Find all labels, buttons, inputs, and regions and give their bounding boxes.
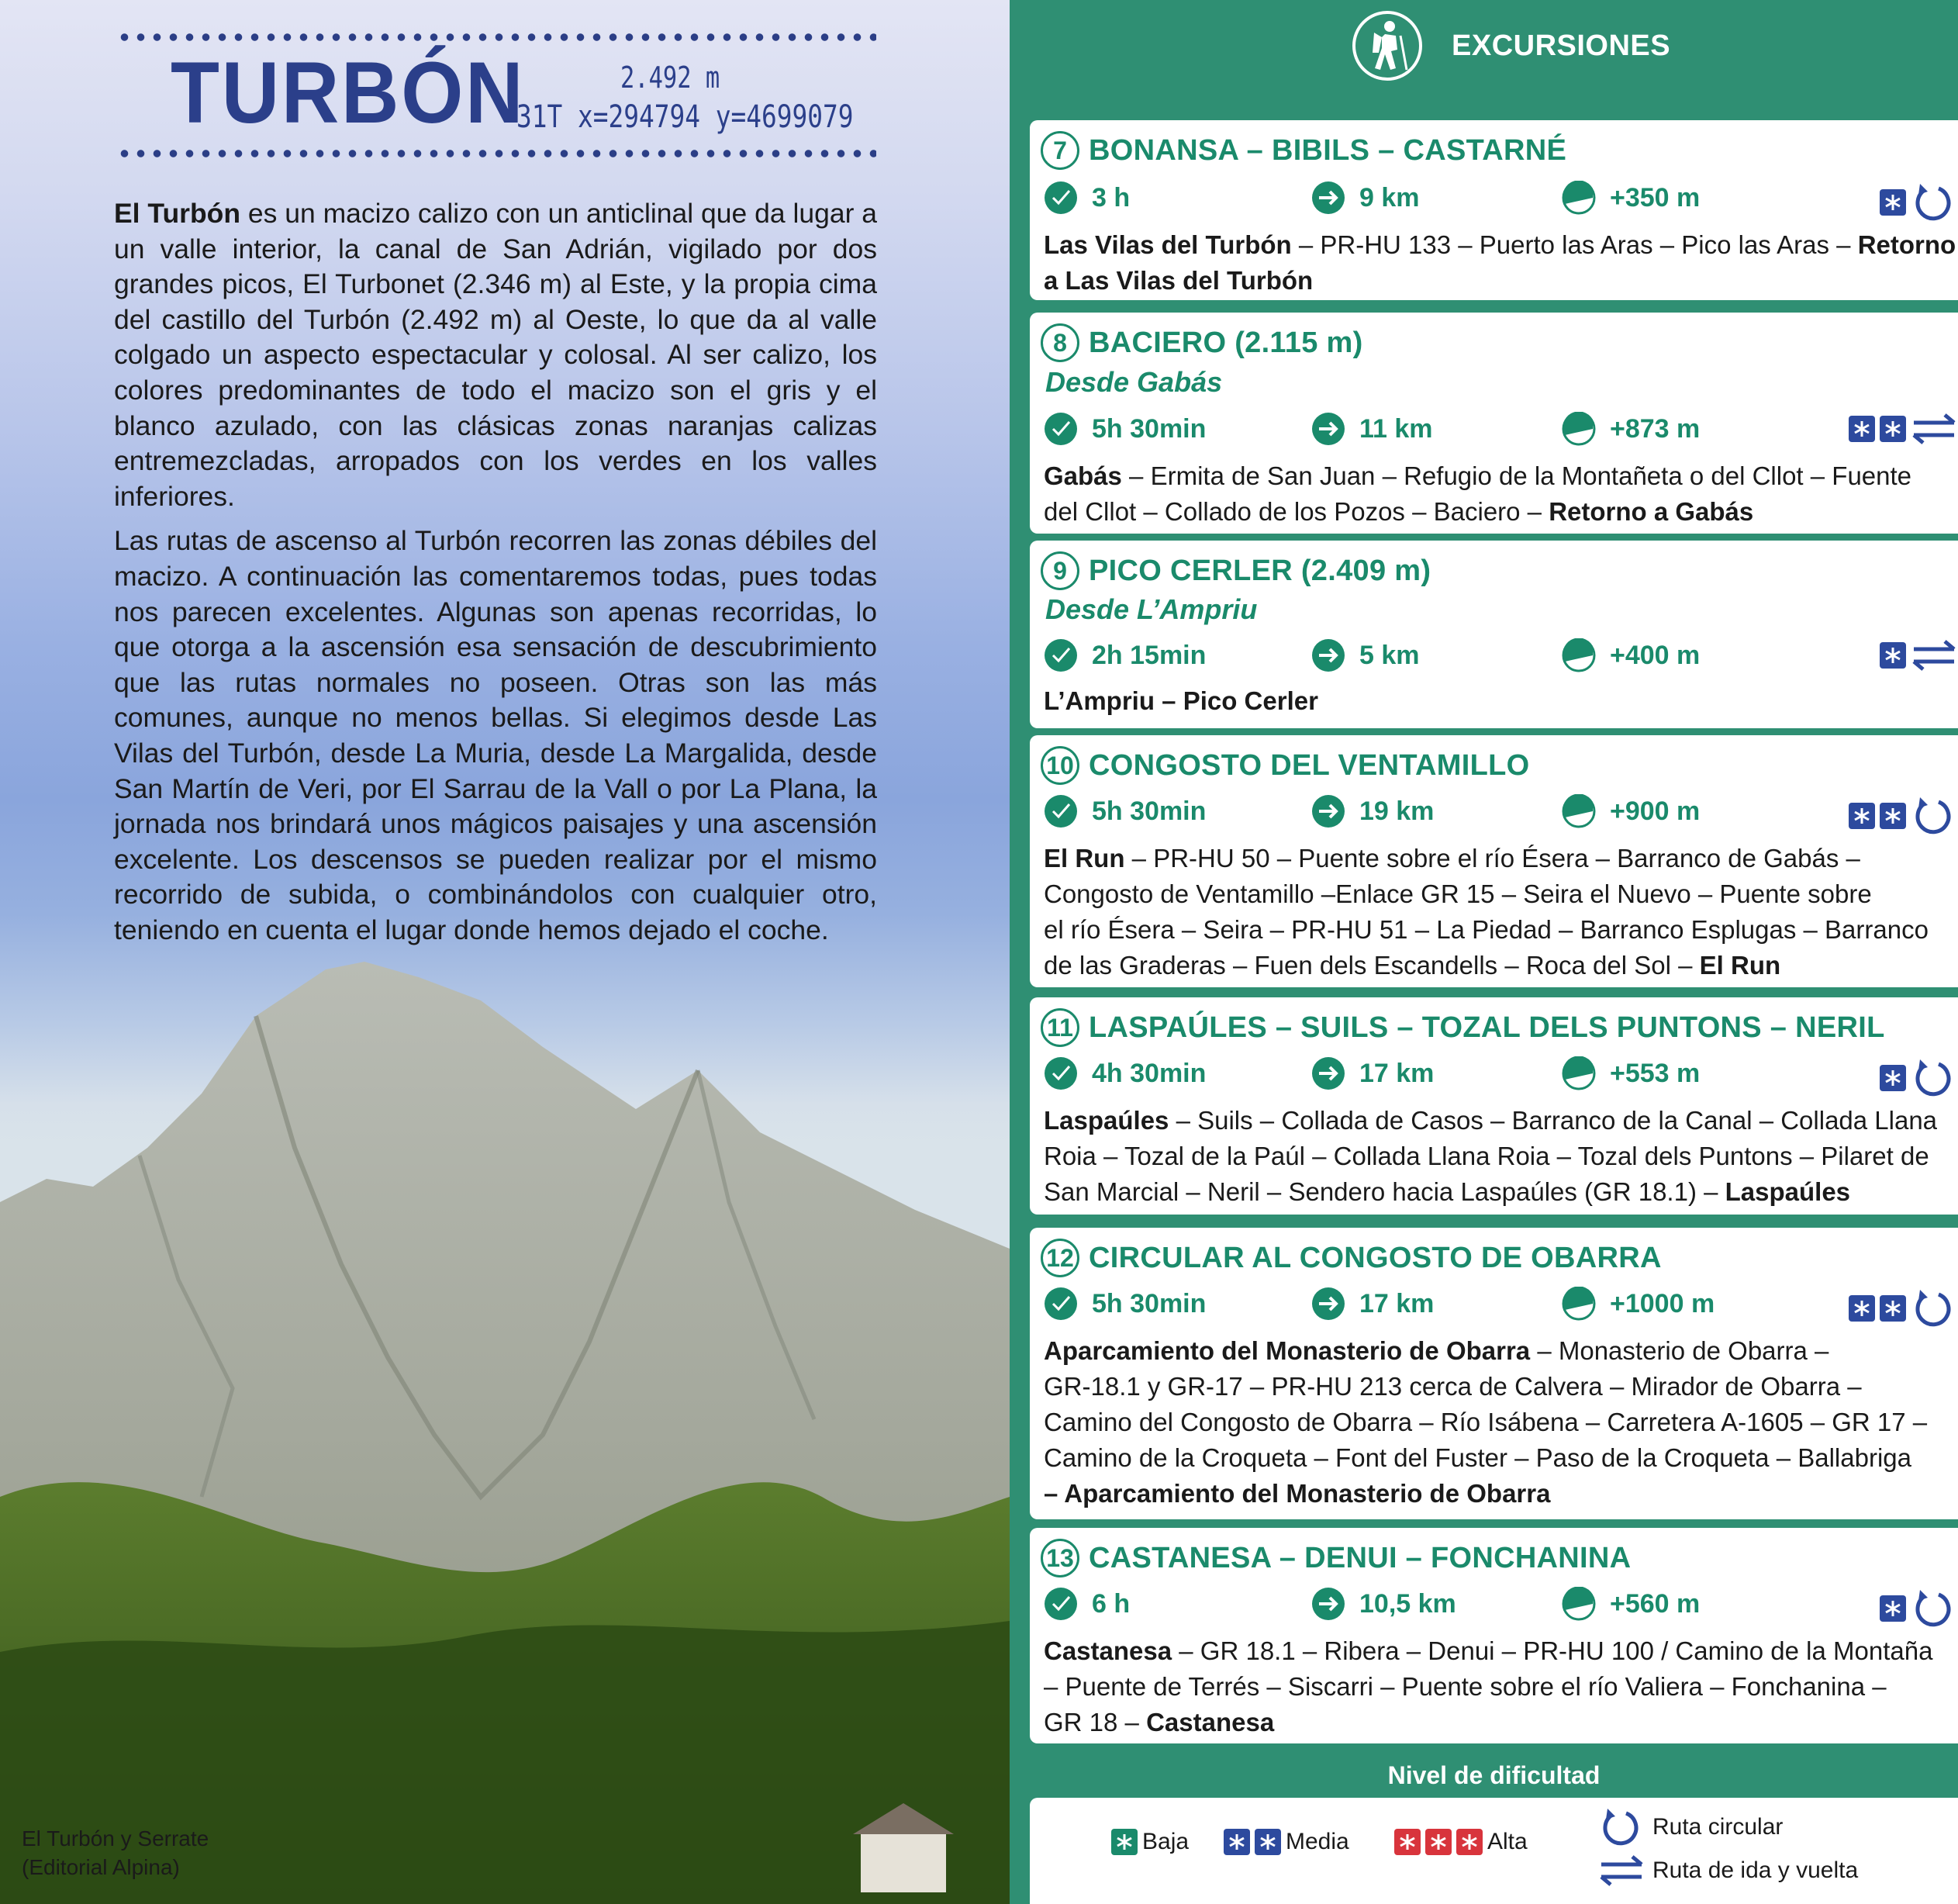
route-type-icons — [1880, 1056, 1954, 1100]
difficulty-high-icon — [1394, 1829, 1421, 1855]
route-title: PICO CERLER (2.409 m) — [1089, 554, 1431, 587]
route-elevation-value: +400 m — [1610, 640, 1701, 670]
route-stats — [1044, 638, 1958, 676]
difficulty-medium-icon — [1849, 1295, 1875, 1322]
route-description — [1044, 1103, 1958, 1210]
elevation-gain-icon — [1562, 181, 1596, 215]
difficulty-low-icon — [1880, 189, 1906, 216]
route-type-icons — [1880, 638, 1957, 672]
route-heading — [1041, 323, 1363, 362]
legend-round-trip — [1598, 1854, 1858, 1888]
route-elevation-value: +553 m — [1610, 1058, 1701, 1088]
difficulty-high-icon — [1425, 1829, 1452, 1855]
route-time — [1044, 412, 1206, 446]
desc-text: GR 18 – — [1044, 1708, 1147, 1736]
desc-bold: Aparcamiento del Monasterio de Obarra — [1044, 1336, 1531, 1365]
route-type-icons — [1880, 181, 1954, 224]
route-distance — [1311, 794, 1434, 828]
route-time — [1044, 1056, 1206, 1090]
route-title: BONANSA – BIBILS – CASTARNÉ — [1089, 133, 1567, 167]
route-stats — [1044, 412, 1958, 449]
legend-high — [1394, 1829, 1528, 1855]
route-elevation-value: +1000 m — [1610, 1288, 1715, 1318]
route-card-12 — [1030, 1228, 1958, 1519]
route-card-11 — [1030, 997, 1958, 1215]
utm-coordinates: 31T x=294794 y=4699079 — [516, 99, 854, 135]
intro-p1-text: es un macizo calizo con un anticlinal que da lugar a un valle interior, la canal de San Adrián, vigilado por dos grandes picos, El Turbonet (2.346 m) al Este, y la propia cima del castillo del Turbón (2.492 m) al Oeste, lo que da al valle colgado un aspecto espectacular y colosal. Al ser calizo, los colores predominantes de todo el macizo son el gris y el blanco azulado, con las clásicas zonas naranjas calizas entremezcladas, arropados con los verdes en los valles inferiores. — [114, 198, 877, 512]
circular-route-icon — [1598, 1806, 1642, 1849]
route-time-value: 3 h — [1092, 182, 1131, 213]
desc-bold: El Run — [1699, 951, 1781, 980]
clock-icon — [1044, 1587, 1078, 1621]
route-stats — [1044, 1287, 1958, 1324]
circular-route-icon — [1911, 1287, 1954, 1330]
route-time-value: 2h 15min — [1092, 640, 1207, 670]
difficulty-legend — [1030, 1798, 1958, 1904]
route-heading — [1041, 1008, 1885, 1047]
desc-text: del Cllot – Collado de los Pozos – Baciero – — [1044, 497, 1549, 526]
clock-icon — [1044, 638, 1078, 672]
desc-text: San Marcial – Neril – Sendero hacia Laspaúles (GR 18.1) – — [1044, 1177, 1725, 1206]
route-distance — [1311, 1287, 1434, 1321]
desc-bold: – Aparcamiento del Monasterio de Obarra — [1044, 1479, 1551, 1508]
caption-line-2: (Editorial Alpina) — [22, 1855, 180, 1879]
desc-text: – PR-HU 50 – Puente sobre el río Ésera – Barranco de Gabás – — [1124, 844, 1860, 873]
route-time-value: 4h 30min — [1092, 1058, 1207, 1088]
route-heading — [1041, 1239, 1662, 1277]
desc-text: – PR-HU 133 – Puerto las Aras – Pico las Aras – — [1291, 230, 1858, 259]
legend-circular — [1598, 1806, 1783, 1849]
legend-circular-label: Ruta circular — [1652, 1814, 1784, 1840]
route-distance-value: 17 km — [1359, 1288, 1435, 1318]
route-distance-value: 19 km — [1359, 796, 1435, 826]
route-card-8 — [1030, 313, 1958, 534]
desc-text: – Suils – Collada de Casos – Barranco de la Canal – Collada Llana — [1169, 1106, 1938, 1135]
distance-arrow-icon — [1311, 1287, 1345, 1321]
desc-text: el río Ésera – Seira – PR-HU 51 – La Piedad – Barranco Esplugas – Barranco — [1044, 915, 1929, 944]
route-distance — [1311, 1056, 1434, 1090]
route-heading — [1041, 551, 1431, 590]
route-elevation-value: +560 m — [1610, 1588, 1701, 1619]
legend-medium-label: Media — [1286, 1829, 1349, 1854]
circular-route-icon — [1911, 1056, 1954, 1100]
route-card-13 — [1030, 1528, 1958, 1743]
difficulty-low-icon — [1880, 1595, 1906, 1622]
route-distance — [1311, 412, 1433, 446]
route-number: 12 — [1041, 1239, 1079, 1277]
clock-icon — [1044, 1056, 1078, 1090]
desc-text: – Monasterio de Obarra – — [1530, 1336, 1829, 1365]
desc-text: – GR 18.1 – Ribera – Denui – PR-HU 100 / Camino de la Montaña — [1172, 1636, 1933, 1665]
route-stats — [1044, 181, 1958, 218]
route-heading — [1041, 131, 1566, 170]
intro-bold-lead: El Turbón — [114, 198, 241, 229]
route-number: 13 — [1041, 1539, 1079, 1577]
route-elevation-value: +900 m — [1610, 796, 1701, 826]
route-subtitle: Desde L’Ampriu — [1045, 593, 1258, 625]
route-distance-value: 17 km — [1359, 1058, 1435, 1088]
excursions-header — [1010, 0, 1958, 93]
circular-route-icon — [1911, 181, 1954, 224]
route-card-10 — [1030, 735, 1958, 987]
distance-arrow-icon — [1311, 1056, 1345, 1090]
dotted-rule-bottom — [116, 149, 876, 158]
route-elevation-value: +350 m — [1610, 182, 1701, 213]
route-distance-value: 9 km — [1359, 182, 1420, 213]
desc-bold: Retorno — [1857, 230, 1956, 259]
route-distance — [1311, 638, 1420, 672]
hiker-icon — [1351, 9, 1424, 82]
desc-bold: Gabás — [1044, 461, 1122, 490]
legend-high-label: Alta — [1487, 1829, 1528, 1854]
desc-bold: Las Vilas del Turbón — [1044, 230, 1292, 259]
page-title: TURBÓN — [171, 44, 526, 141]
route-card-7 — [1030, 120, 1958, 300]
difficulty-medium-icon — [1880, 1295, 1906, 1322]
round-trip-icon — [1911, 638, 1957, 672]
route-distance-value: 5 km — [1359, 640, 1420, 670]
circular-route-icon — [1911, 794, 1954, 838]
route-description — [1044, 683, 1958, 719]
desc-text: Roia – Tozal de la Paúl – Collada Llana Roia – Tozal dels Puntons – Pilaret de — [1044, 1142, 1929, 1170]
difficulty-medium-icon — [1224, 1829, 1250, 1855]
desc-bold: Castanesa — [1044, 1636, 1172, 1665]
elevation-gain-icon — [1562, 1056, 1596, 1090]
difficulty-low-icon — [1111, 1829, 1138, 1855]
desc-bold: Castanesa — [1146, 1708, 1275, 1736]
caption-line-1: El Turbón y Serrate — [22, 1826, 209, 1850]
intro-paragraph-2: Las rutas de ascenso al Turbón recorren las zonas débiles del macizo. A continuación las comentaremos todas, pues todas nos parecen excelentes. Algunas son apenas recorridas, lo que otorga a la ascensión esa sensación de descubrimiento que las rutas normales no poseen. Otras son las más comunes, aunque no menos bellas. Si elegimos desde Las Vilas del Turbón, desde La Muria, desde La Margalida, desde San Martín de Veri, por El Sarrau de la Vall o por La Plana, la jornada nos brindará unos mágicos paisajes y una ascensión excelente. Los descensos se pueden realizar por el mismo recorrido de subida, o combinándolos con cualquier otro, teniendo en cuenta el lugar donde hemos dejado el coche. — [114, 525, 877, 945]
route-type-icons — [1849, 794, 1954, 838]
route-heading — [1041, 1539, 1631, 1577]
difficulty-medium-icon — [1849, 803, 1875, 829]
legend-title: Nivel de dificultad — [1030, 1753, 1958, 1798]
round-trip-icon — [1911, 412, 1957, 446]
summit-elevation: 2.492 m — [620, 60, 720, 95]
route-number: 10 — [1041, 746, 1079, 785]
route-distance — [1311, 1587, 1456, 1621]
route-stats — [1044, 794, 1958, 831]
round-trip-icon — [1598, 1854, 1645, 1888]
distance-arrow-icon — [1311, 794, 1345, 828]
route-description — [1044, 458, 1958, 530]
route-elevation-value: +873 m — [1610, 413, 1701, 444]
route-card-9 — [1030, 541, 1958, 728]
distance-arrow-icon — [1311, 181, 1345, 215]
desc-bold: El Run — [1044, 844, 1125, 873]
route-description — [1044, 227, 1958, 299]
intro-text — [114, 196, 877, 957]
route-time — [1044, 181, 1130, 215]
route-subtitle: Desde Gabás — [1045, 366, 1223, 398]
route-time — [1044, 1587, 1130, 1621]
route-type-icons — [1849, 1287, 1954, 1330]
route-stats — [1044, 1056, 1958, 1094]
route-elevation — [1562, 794, 1700, 828]
route-title: CIRCULAR AL CONGOSTO DE OBARRA — [1089, 1241, 1662, 1274]
distance-arrow-icon — [1311, 638, 1345, 672]
difficulty-medium-icon — [1849, 416, 1875, 442]
route-elevation — [1562, 412, 1700, 446]
route-title: CASTANESA – DENUI – FONCHANINA — [1089, 1541, 1632, 1574]
route-time-value: 5h 30min — [1092, 796, 1207, 826]
route-heading — [1041, 746, 1529, 785]
circular-route-icon — [1911, 1587, 1954, 1630]
route-number: 11 — [1041, 1008, 1079, 1047]
route-elevation — [1562, 1587, 1700, 1621]
difficulty-medium-icon — [1255, 1829, 1281, 1855]
intro-paragraph-1 — [114, 196, 877, 514]
dotted-rule-top — [116, 33, 876, 42]
desc-bold: a Las Vilas del Turbón — [1044, 266, 1314, 295]
legend-round-trip-label: Ruta de ida y vuelta — [1652, 1857, 1859, 1883]
elevation-gain-icon — [1562, 794, 1596, 828]
legend-low-label: Baja — [1142, 1829, 1190, 1854]
route-elevation — [1562, 1056, 1700, 1090]
desc-text: Camino del Congosto de Obarra – Río Isábena – Carretera A-1605 – GR 17 – — [1044, 1408, 1928, 1436]
route-title: CONGOSTO DEL VENTAMILLO — [1089, 748, 1530, 782]
desc-text: Congosto de Ventamillo –Enlace GR 15 – Seira el Nuevo – Puente sobre — [1044, 879, 1872, 908]
elevation-gain-icon — [1562, 638, 1596, 672]
header-title: EXCURSIONES — [1452, 29, 1671, 62]
route-elevation — [1562, 638, 1700, 672]
legend-low — [1111, 1829, 1189, 1855]
route-time-value: 5h 30min — [1092, 413, 1207, 444]
mountain-photo — [0, 954, 1010, 1904]
route-distance-value: 11 km — [1359, 413, 1433, 444]
elevation-gain-icon — [1562, 1287, 1596, 1321]
route-type-icons — [1849, 412, 1957, 446]
route-time — [1044, 1287, 1206, 1321]
route-number: 9 — [1041, 551, 1079, 590]
desc-text: Camino de la Croqueta – Font del Fuster – Paso de la Croqueta – Ballabriga — [1044, 1443, 1911, 1472]
route-number: 7 — [1041, 131, 1079, 170]
route-title: LASPAÚLES – SUILS – TOZAL DELS PUNTONS – NERIL — [1089, 1011, 1885, 1044]
route-time — [1044, 638, 1206, 672]
elevation-gain-icon — [1562, 412, 1596, 446]
route-elevation — [1562, 1287, 1715, 1321]
route-title: BACIERO (2.115 m) — [1089, 326, 1363, 359]
route-description — [1044, 1633, 1958, 1740]
legend-medium — [1224, 1829, 1349, 1855]
distance-arrow-icon — [1311, 1587, 1345, 1621]
route-type-icons — [1880, 1587, 1954, 1630]
clock-icon — [1044, 412, 1078, 446]
desc-bold: L’Ampriu – Pico Cerler — [1044, 686, 1318, 715]
difficulty-medium-icon — [1880, 803, 1906, 829]
route-stats — [1044, 1587, 1958, 1624]
desc-text: – Ermita de San Juan – Refugio de la Montañeta o del Cllot – Fuente — [1121, 461, 1912, 490]
desc-bold: Retorno a Gabás — [1549, 497, 1754, 526]
route-distance-value: 10,5 km — [1359, 1588, 1456, 1619]
route-distance — [1311, 181, 1420, 215]
right-page — [1010, 0, 1958, 1904]
clock-icon — [1044, 181, 1078, 215]
desc-bold: Laspaúles — [1044, 1106, 1169, 1135]
route-elevation — [1562, 181, 1700, 215]
clock-icon — [1044, 794, 1078, 828]
difficulty-medium-icon — [1880, 416, 1906, 442]
elevation-gain-icon — [1562, 1587, 1596, 1621]
route-time — [1044, 794, 1206, 828]
route-time-value: 6 h — [1092, 1588, 1131, 1619]
difficulty-low-icon — [1880, 1065, 1906, 1091]
difficulty-low-icon — [1880, 642, 1906, 669]
route-time-value: 5h 30min — [1092, 1288, 1207, 1318]
difficulty-high-icon — [1456, 1829, 1483, 1855]
route-description — [1044, 841, 1958, 983]
route-description — [1044, 1333, 1958, 1512]
route-number: 8 — [1041, 323, 1079, 362]
desc-bold: Laspaúles — [1725, 1177, 1851, 1206]
desc-text: GR-18.1 y GR-17 – PR-HU 213 cerca de Calvera – Mirador de Obarra – — [1044, 1372, 1862, 1401]
clock-icon — [1044, 1287, 1078, 1321]
desc-text: de las Graderas – Fuen dels Escandells – Roca del Sol – — [1044, 951, 1700, 980]
desc-text: – Puente de Terrés – Siscarri – Puente sobre el río Valiera – Fonchanina – — [1044, 1672, 1887, 1701]
distance-arrow-icon — [1311, 412, 1345, 446]
photo-caption — [22, 1824, 209, 1882]
